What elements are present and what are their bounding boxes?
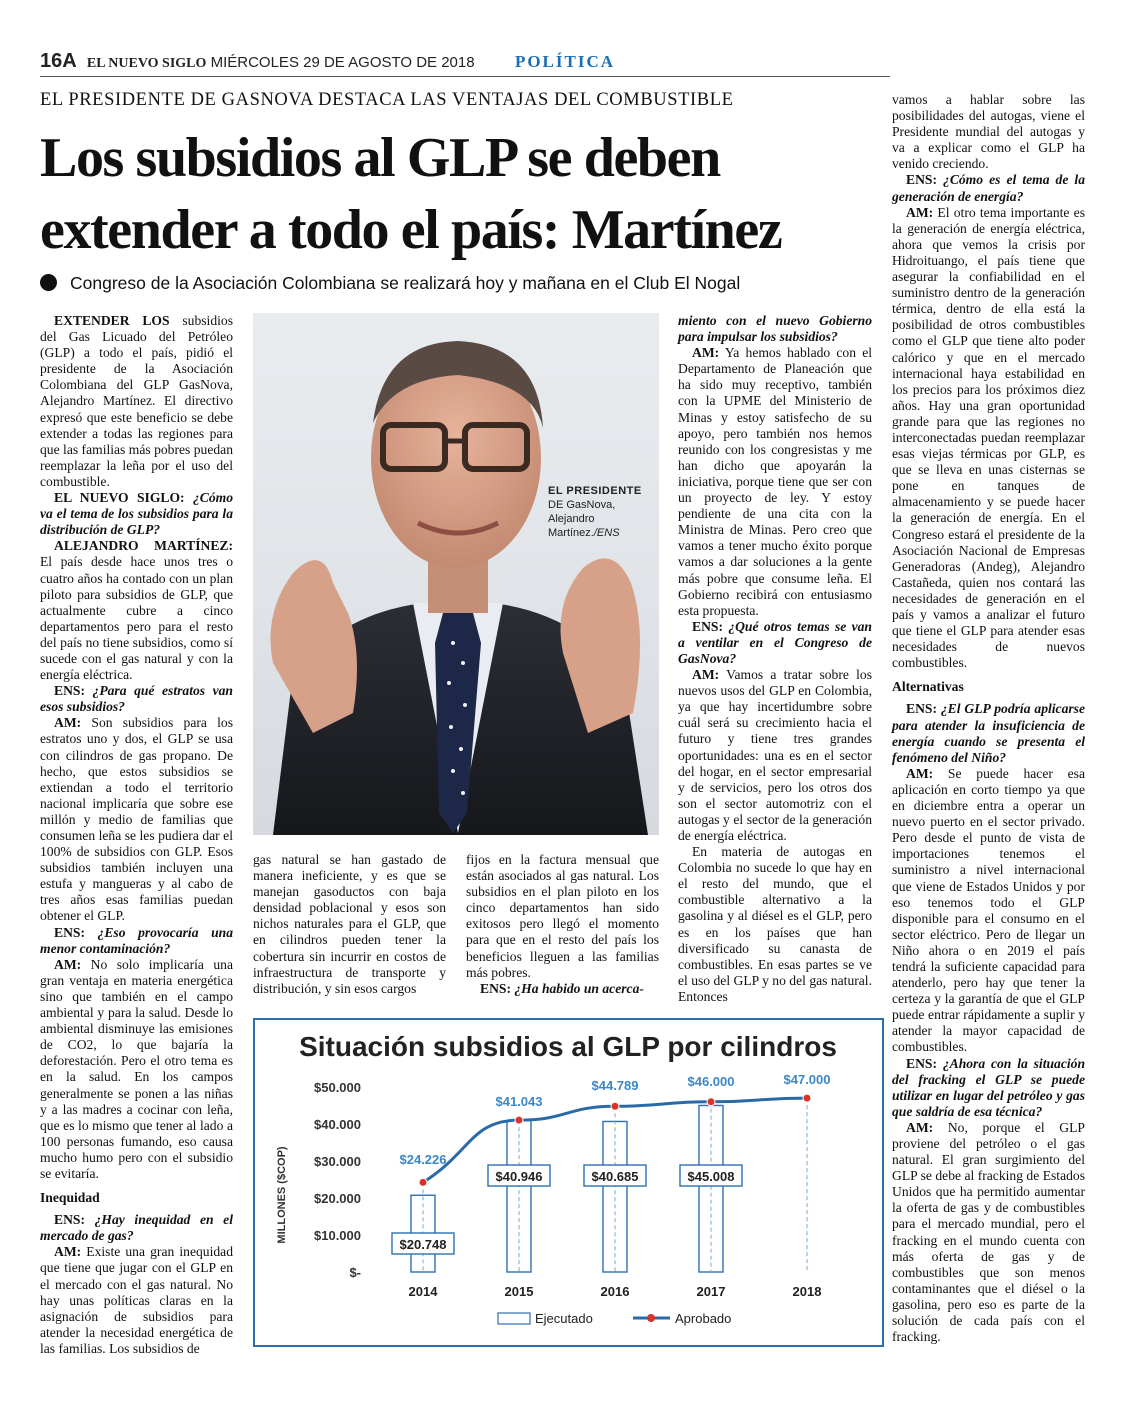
point-aprobado xyxy=(419,1178,427,1186)
question: ENS: ¿Qué otros temas se van a ventilar en el Congreso de GasNova? xyxy=(678,618,872,666)
article-column-5 xyxy=(892,92,1085,1345)
line-data-label: $41.043 xyxy=(495,1094,543,1109)
answer: AM: Vamos a tratar sobre los nuevos usos del GLP en Colombia, ya que hay incertidumbre sobre cuál será su crecimiento hacia el futuro y tiene tres grandes oportunidades: una es en el sector del hogar, en el sector empresarial y de servicios, pero los otros dos son el sector automotriz con el autogas y el sector de la generación de energía eléctrica. xyxy=(678,667,872,843)
page-folio xyxy=(40,50,475,73)
bar-data-label: $40.946 xyxy=(495,1169,543,1184)
paragraph: vamos a hablar sobre las posibilidades del autogas, viene el Presidente mundial del autogas y va a explicar como el GLP ha venido creciendo. xyxy=(892,92,1085,172)
bullet-icon xyxy=(40,274,57,291)
question: ENS: ¿El GLP podría aplicarse para atender la insuficiencia de energía cuando se presenta el fenómeno del Niño? xyxy=(892,701,1085,765)
answer: AM: No, porque el GLP proviene del petróleo o el gas natural. El gran surgimiento del GLP se debe al fracking de Estados Unidos que ha permitido aumentar la oferta de gas y de combustibles para el mercado mundial, pero el fracking en el mundo cuenta con más oferta de gas y de combustibles que son menos contaminantes que el diésel o la gasolina, pero eso es parte de la solución de cada país con el fracking. xyxy=(892,1119,1085,1345)
paragraph: EXTENDER LOS subsidios del Gas Licuado del Petróleo (GLP) a todo el país, pidió el presidente de la Asociación Colombiana del GLP GasNova, Alejandro Martínez. El directivo expresó que este beneficio se debe extender a todas las regiones para que las familias más pobres puedan reemplazar la leña por el uso del combustible. xyxy=(40,313,233,489)
x-tick-label: 2018 xyxy=(792,1284,822,1299)
caption-label: EL PRESIDENTE xyxy=(548,485,642,497)
bar-data-label: $40.685 xyxy=(591,1169,639,1184)
point-aprobado xyxy=(515,1116,523,1124)
x-tick-label: 2016 xyxy=(600,1284,630,1299)
answer: AM: Existe una gran inequidad que tiene que jugar con el GLP en el mercado con el gas natural. No hay unas políticas claras en la asignación de subsidios para atender la necesidad energética de las familias. Los subsidios de xyxy=(40,1244,233,1356)
headline-line-1: Los subsidios al GLP se deben xyxy=(40,127,720,189)
legend-ejecutado-swatch xyxy=(498,1313,530,1324)
caption-credit: /ENS xyxy=(593,527,620,539)
question: ENS: ¿Ahora con la situación del fracking el GLP se puede utilizar en lugar del petróleo y gas que saldría de esa técnica? xyxy=(892,1055,1085,1119)
line-data-label: $46.000 xyxy=(687,1074,735,1089)
x-tick-label: 2017 xyxy=(696,1284,726,1299)
dek-text: Congreso de la Asociación Colombiana se realizará hoy y mañana en el Club El Nogal xyxy=(70,273,741,293)
article-column-3 xyxy=(466,852,659,997)
question: ENS: ¿Para qué estratos van esos subsidios? xyxy=(40,683,233,715)
bar-data-label: $20.748 xyxy=(399,1237,447,1252)
question: ENS: ¿Ha habido un acerca- xyxy=(480,980,644,996)
chart-marks xyxy=(314,1072,831,1326)
subsidy-chart xyxy=(255,1020,882,1345)
header-rule xyxy=(40,76,890,77)
issue-date: MIÉRCOLES 29 DE AGOSTO DE 2018 xyxy=(210,54,475,71)
point-aprobado xyxy=(803,1094,811,1102)
answer: ALEJANDRO MARTÍNEZ: El país desde hace unos tres o cuatro años ha contado con un plan piloto para subsidios de GLP, que actualmente cubre a cinco departamentos pero para el resto del país no tiene subsidios, como sí sucede con el gas natural y con la energía eléctrica. xyxy=(40,538,233,683)
chart-box xyxy=(253,1018,884,1347)
headline xyxy=(40,122,890,266)
subheading: Alternativas xyxy=(892,679,964,695)
legend-aprobado-marker xyxy=(647,1314,655,1322)
paragraph: gas natural se han gastado de manera ineficiente, y es que se manejan gasoductos con baja densidad poblacional y esos son nichos naturales para el GLP, que en cilindros pueden tener la cobertura sin incurrir en costos de infraestructura de transporte y distribución, y sin esos cargos xyxy=(253,852,446,996)
x-tick-label: 2015 xyxy=(504,1284,534,1299)
answer: AM: Ya hemos hablado con el Departamento de Planeación que ha sido muy receptivo, también con la UPME del Ministerio de Minas y estoy satisfecho de su apoyo, pero también nos hemos reunido con los congresistas y me han dicho que apoyarán la iniciativa, porque tiene que ser con un proyecto de ley. Y estoy pendiente de una cita con la Ministra de Minas. Pero creo que vamos a tener mucho éxito porque vamos a dar soluciones a la gente más pobre que consume leña. El Gobierno recibirá con entusiasmo esta propuesta. xyxy=(678,345,872,618)
chart-title: Situación subsidios al GLP por cilindros xyxy=(299,1031,837,1062)
answer: AM: Se puede hacer esa aplicación en corto tiempo ya que en diciembre entra a operar un nuevo puerto en el sector privado. Pero desde el punto de vista de importaciones tenemos el suministro a nivel internacional que viene de Estados Unidos y por eso tenemos todo el GLP disponible para el consumo en el sector eléctrico. Pero de llegar un Niño ahora o en 2019 el país tendrá la suficiente capacidad para atenderlo, pero hay que tener la certeza y la garantía de que el GLP puede entrar rápidamente a suplir y atender la mayor capacidad de combustibles. xyxy=(892,765,1085,1055)
dek xyxy=(40,273,740,294)
line-data-label: $47.000 xyxy=(783,1072,831,1087)
answer: AM: No solo implicaría una gran ventaja en materia energética sino que también en el campo ambiental y para la salud. Desde lo ambiental disminuye las emisiones de CO2, lo que bajaría la deforestación. Pero el otro tema es en la salud. En los campos generalmente se ponen a las niñas y a las madres a cocinar con leña, que es lo mismo que tener al lado a 100 personas fumando, eso causa mucho humo pero con el subsidio se evitaría. xyxy=(40,956,233,1181)
question: EL NUEVO SIGLO: ¿Cómo va el tema de los subsidios para la distribución de GLP? xyxy=(40,490,233,538)
y-tick-label: $40.000 xyxy=(314,1117,361,1132)
answer: AM: Son subsidios para los estratos uno y dos, el GLP se usa con cilindros de gas propano. De hecho, que estos subsidios se extiendan a todo el territorio nacional implicaría que sobre ese millón y medio de familias que consumen leña se les pudiera dar el 100% de subsidios con GLP. Esos subsidios también incluyen una estufa y mangueras y al cabo de tres años esas familias puedan obtener el GLP. xyxy=(40,715,233,924)
photo-caption xyxy=(548,484,658,540)
y-tick-label: $50.000 xyxy=(314,1080,361,1095)
portrait-photo xyxy=(253,313,659,835)
y-axis-label: MILLONES ($COP) xyxy=(276,1146,288,1244)
paragraph: En materia de autogas en Colombia no sucede lo que hay en el resto del mundo, que el combustible alternativo a la gasolina y al diésel es el GLP, pero es en los países que han diversificado su canasta de combustibles. En esas partes se ve el uso del GLP y no del gas natural. Entonces xyxy=(678,844,872,1004)
y-tick-label: $20.000 xyxy=(314,1191,361,1206)
line-data-label: $24.226 xyxy=(399,1152,447,1167)
article-column-2 xyxy=(253,852,446,997)
bar-data-label: $45.008 xyxy=(687,1169,735,1184)
question: ENS: ¿Cómo es el tema de la generación de energía? xyxy=(892,172,1085,204)
question: ENS: ¿Eso provocaría una menor contaminación? xyxy=(40,924,233,956)
kicker: EL PRESIDENTE DE GASNOVA DESTACA LAS VENTAJAS DEL COMBUSTIBLE xyxy=(40,90,734,110)
headline-line-2: extender a todo el país: Martínez xyxy=(40,199,782,261)
section-label: POLÍTICA xyxy=(514,52,616,71)
x-tick-label: 2014 xyxy=(408,1284,438,1299)
article-column-1 xyxy=(40,313,233,1357)
paragraph: fijos en la factura mensual que están asociados al gas natural. Los subsidios en el plan piloto en los cinco departamentos han sido exitosos pero llegó el momento para que en el resto del país los beneficios lleguen a las familias más pobres. xyxy=(466,852,659,980)
line-data-label: $44.789 xyxy=(591,1078,639,1093)
subheading: Inequidad xyxy=(40,1190,100,1206)
caption-text: DE GasNova, Alejandro Martínez. xyxy=(548,499,616,539)
article-column-4 xyxy=(678,313,872,1005)
answer: AM: El otro tema importante es la generación de energía eléctrica, ahora que vemos la crisis por Hidroituango, el país tiene que asegurar la confiabilidad en el suministro dentro de la generación térmica, dentro de ella está la posibilidad de otros combustibles como el GLP que tiene alto poder calórico y que en el mercado internacional haya estabilidad en los precios para los próximos diez años. Hay una gran oportunidad grande para que las regiones no interconectadas puedan reemplazar esas viejas térmicas por GLP, es que se lleva en unas cisternas se pone en tanques de almacenamiento y se puede hacer la generación de energía. En el Congreso estará el presidente de la Asociación Nacional de Empresas Generadoras (Andeg), Alejandro Castañeda, quien nos contará las necesidades de generación en el país y vamos a analizar el futuro que tiene el GLP para atender esas necesidades de nuevos combustibles. xyxy=(892,204,1085,671)
point-aprobado xyxy=(707,1098,715,1106)
y-tick-label: $- xyxy=(349,1265,361,1280)
question: ENS: ¿Hay inequidad en el mercado de gas? xyxy=(40,1212,233,1244)
legend-ejecutado-label: Ejecutado xyxy=(535,1311,593,1326)
point-aprobado xyxy=(611,1102,619,1110)
y-tick-label: $10.000 xyxy=(314,1228,361,1243)
question-continued: miento con el nuevo Gobierno para impulsar los subsidios? xyxy=(678,313,872,345)
legend-aprobado-label: Aprobado xyxy=(675,1311,732,1326)
portrait-illustration xyxy=(253,313,659,835)
publication-name: EL NUEVO SIGLO xyxy=(86,56,207,71)
y-tick-label: $30.000 xyxy=(314,1154,361,1169)
page-number: 16A xyxy=(40,50,77,72)
